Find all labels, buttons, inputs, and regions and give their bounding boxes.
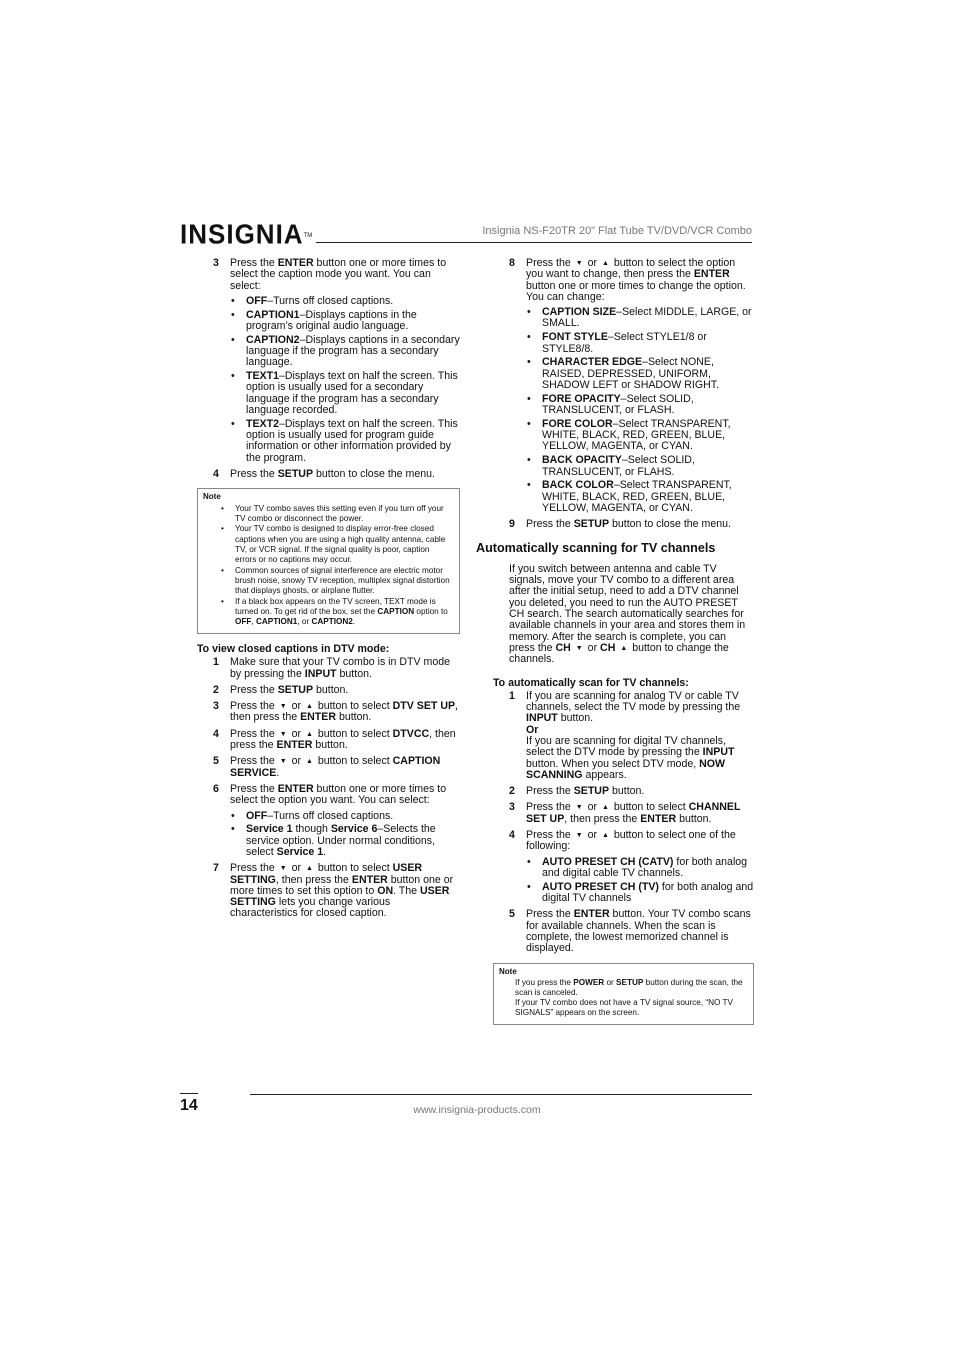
note-line: If you press the POWER or SETUP button during the scan, the scan is canceled. (515, 977, 743, 997)
section-title: Automatically scanning for TV channels (476, 540, 716, 555)
list-item: • CHARACTER EDGE–Select NONE, RAISED, DEPRESSED, UNIFORM, SHADOW LEFT or SHADOW RIGHT. (526, 357, 754, 391)
note-label: Note (203, 492, 221, 502)
step-item (213, 657, 460, 680)
page-number: 14 (180, 1097, 198, 1114)
down-arrow-icon: ▼ (279, 703, 287, 711)
dtv-steps (213, 657, 460, 919)
step-9-close-menu: 9 Press the SETUP button to close the menu. (509, 519, 754, 530)
step-text: Press the ENTER button one or more times to select the caption mode you want. You can select: (230, 257, 447, 292)
step-text: Press the SETUP button to close the menu. (230, 468, 435, 481)
step-text: If you are scanning for digital TV channels, select the DTV mode by pressing the INPUT button. When you select DTV mode, NOW SCANNING appears. (526, 734, 735, 781)
step-number: 4 (509, 829, 515, 842)
step-text: Press the ▼ or ▲ button to select one of the following: (526, 829, 736, 853)
step-text: Press the ▼ or ▲ button to select CAPTION SERVICE. (230, 755, 441, 779)
down-arrow-icon: ▼ (279, 758, 287, 766)
scan-steps (509, 691, 754, 955)
list-item: • BACK COLOR–Select TRANSPARENT, WHITE, BLACK, RED, GREEN, BLUE, YELLOW, MAGENTA, or CYAN. (526, 480, 754, 514)
section-intro: If you switch between antenna and cable TV signals, move your TV combo to a different area after the initial setup, need to add a DTV channel you deleted, you need to run the AUTO PRESET CH search. The search automatically searches for available channels in your area and stores them in memory. After the search is complete, you can press the CH ▼ or CH ▲ button to change the channels. (509, 562, 746, 666)
list-item: • AUTO PRESET CH (TV) for both analog and digital TV channels (526, 882, 754, 905)
header-divider (316, 242, 752, 243)
list-item: • FORE COLOR–Select TRANSPARENT, WHITE, BLACK, RED, GREEN, BLUE, YELLOW, MAGENTA, or CYAN. (526, 419, 754, 453)
note-list (203, 504, 453, 628)
left-column (197, 257, 460, 925)
list-item: • Service 1 though Service 6–Selects the service option. Under normal conditions, select Service 1. (230, 824, 460, 858)
step-options-list (526, 857, 754, 905)
up-arrow-icon: ▲ (601, 260, 609, 267)
document-title: Insignia NS-F20TR 20" Flat Tube TV/DVD/VCR Combo (482, 225, 752, 237)
list-item: • FONT STYLE–Select STYLE1/8 or STYLE8/8. (526, 332, 754, 355)
step-number: 3 (509, 801, 515, 814)
step-text: Press the ▼ or ▲ button to select CHANNEL SET UP, then press the ENTER button. (526, 801, 741, 825)
step-text: Press the ENTER button one or more times to select the option you want. You can select: (230, 782, 447, 807)
step-item (509, 786, 754, 797)
step-text: Press the ▼ or ▲ button to select USER SETTING, then press the ENTER button one or more times to set this option to ON. The USER SETTING lets you change various characteristics for closed caption. (230, 862, 454, 920)
step-number: 4 (213, 727, 219, 740)
right-column (476, 257, 754, 1035)
up-arrow-icon: ▲ (305, 758, 313, 766)
step-number: 5 (213, 755, 219, 768)
step-item (213, 701, 460, 724)
up-arrow-icon: ▲ (305, 730, 313, 738)
list-item: • TEXT1–Displays text on half the screen. This option is usually used for a secondary language if the program has a secondary language recorded. (230, 371, 460, 416)
step-text: Press the ▼ or ▲ button to select DTVCC, then press the ENTER button. (230, 727, 456, 752)
up-arrow-icon: ▲ (305, 865, 313, 873)
step-text: If you are scanning for analog TV or cable TV channels, select the TV mode by pressing the INPUT button. (526, 689, 741, 725)
step-text: Press the SETUP button to close the menu. (526, 518, 731, 531)
up-arrow-icon: ▲ (601, 832, 609, 840)
step-item (213, 729, 460, 752)
step-item (213, 784, 460, 858)
step-item (509, 909, 754, 954)
down-arrow-icon: ▼ (575, 804, 583, 812)
step-3-caption-mode: 3 Press the ENTER button one or more times to select the caption mode you want. You can select: • OFF–Turns off closed captions. • CAPTION1–Displays captions in the program’s original audio language. • CAPTION2–Displays captions in a secondary language if the program has a secondary language. • TEXT1–Displays text on half the screen. This option is usually used for a secondary language if the program has a secondary language recorded. • TEXT2–Displays text on half the screen. This option is usually used for program guide information or other information provided by the program. (213, 258, 460, 464)
down-arrow-icon: ▼ (575, 644, 583, 652)
list-item: • Common sources of signal interference are electric motor brush noise, snowy TV reception, multiplex signal distortion that displays ghosts, or airplane flutter. (219, 566, 453, 597)
step-number: 5 (509, 908, 515, 921)
list-item: • CAPTION SIZE–Select MIDDLE, LARGE, or SMALL. (526, 307, 754, 330)
step-text: Press the SETUP button. (526, 785, 645, 798)
list-item: • TEXT2–Displays text on half the screen. This option is usually used for program guide information or other information provided by the program. (230, 419, 460, 464)
caption-options-list (526, 307, 754, 514)
note-label: Note (499, 966, 517, 976)
step-number: 1 (509, 689, 515, 702)
footer-url: www.insignia-products.com (413, 1104, 541, 1116)
footer-divider-left (180, 1093, 198, 1094)
list-item: • FORE OPACITY–Select SOLID, TRANSLUCENT, or FLASH. (526, 394, 754, 417)
dtv-captions-heading: To view closed captions in DTV mode: (197, 642, 390, 655)
step-4-close-menu: 4 Press the SETUP button to close the menu. (213, 469, 460, 480)
list-item: • If a black box appears on the TV screen, TEXT mode is turned on. To get rid of the box, set the CAPTION option to OFF, CAPTION1, or CAPTION2. (219, 597, 453, 628)
step-item (213, 685, 460, 696)
note-line: If your TV combo does not have a TV signal source, “NO TV SIGNALS” appears on the screen. (515, 998, 733, 1018)
down-arrow-icon: ▼ (279, 865, 287, 873)
step-8-change-option: 8 Press the ▼ or ▲ button to select the option you want to change, then press the ENTER button one or more times to change the option. You can change: • CAPTION SIZE–Select MIDDLE, LARGE, or SMALL. • FONT STYLE–Select STYLE1/8 or STYLE8/8. • CHARACTER EDGE–Select NONE, RAISED, DEPRESSED, UNIFORM, SHADOW LEFT or SHADOW RIGHT. • FORE OPACITY–Select SOLID, TRANSLUCENT, or FLASH. • FORE COLOR–Select TRANSPARENT, WHITE, BLACK, RED, GREEN, BLUE, YELLOW, MAGENTA, or CYAN. • BACK OPACITY–Select SOLID, TRANSLUCENT, or FLAHS. • BACK COLOR–Select TRANSPARENT, WHITE, BLACK, RED, GREEN, BLUE, YELLOW, MAGENTA, or CYAN. (509, 258, 754, 514)
step-item (213, 863, 460, 919)
note-box-scan (493, 963, 754, 1025)
footer-divider (250, 1094, 752, 1095)
list-item: • OFF–Turns off closed captions. (230, 296, 460, 307)
scan-heading: To automatically scan for TV channels: (493, 676, 689, 689)
list-item: • OFF–Turns off closed captions. (230, 811, 460, 822)
step-number: 2 (213, 683, 219, 696)
step-item (213, 756, 460, 779)
list-item: • AUTO PRESET CH (CATV) for both analog and digital cable TV channels. (526, 857, 754, 880)
insignia-logo: INSIGNIA™ (180, 218, 313, 250)
down-arrow-icon: ▼ (279, 730, 287, 738)
note-lines (499, 978, 747, 1019)
step-item (509, 691, 754, 781)
step-item (509, 802, 754, 825)
caption-mode-list (230, 296, 460, 464)
step-number: 7 (213, 862, 219, 875)
or-separator: Or (526, 723, 539, 736)
note-box-captions (197, 488, 460, 634)
list-item: • BACK OPACITY–Select SOLID, TRANSLUCENT, or FLAHS. (526, 455, 754, 478)
up-arrow-icon: ▲ (305, 703, 313, 711)
step-text: Press the ▼ or ▲ button to select the option you want to change, then press the ENTER button one or more times to change the option. You can change: (526, 257, 746, 303)
step-number: 1 (213, 656, 219, 669)
step-text: Press the ▼ or ▲ button to select DTV SET UP, then press the ENTER button. (230, 700, 458, 724)
list-item: • Your TV combo is designed to display error-free closed captions when you are using a high quality antenna, cable TV, or VCR signal. If the signal quality is poor, caption errors or no captions may occur. (219, 524, 453, 565)
list-item: • CAPTION1–Displays captions in the program’s original audio language. (230, 310, 460, 333)
step-text: Press the SETUP button. (230, 683, 349, 696)
down-arrow-icon: ▼ (575, 260, 583, 267)
step-options-list (230, 811, 460, 859)
step-number: 6 (213, 782, 219, 795)
step-item (509, 830, 754, 904)
list-item: • CAPTION2–Displays captions in a secondary language if the program has a secondary language. (230, 335, 460, 369)
step-number: 2 (509, 785, 515, 798)
step-text: Make sure that your TV combo is in DTV mode by pressing the INPUT button. (230, 656, 451, 680)
list-item: • Your TV combo saves this setting even if you turn off your TV combo or disconnect the power. (219, 504, 453, 524)
down-arrow-icon: ▼ (575, 832, 583, 840)
up-arrow-icon: ▲ (601, 804, 609, 812)
up-arrow-icon: ▲ (620, 644, 628, 652)
step-text: Press the ENTER button. Your TV combo scans for available channels. When the scan is complete, the lowest memorized channel is displayed. (526, 908, 751, 955)
step-number: 3 (213, 700, 219, 713)
